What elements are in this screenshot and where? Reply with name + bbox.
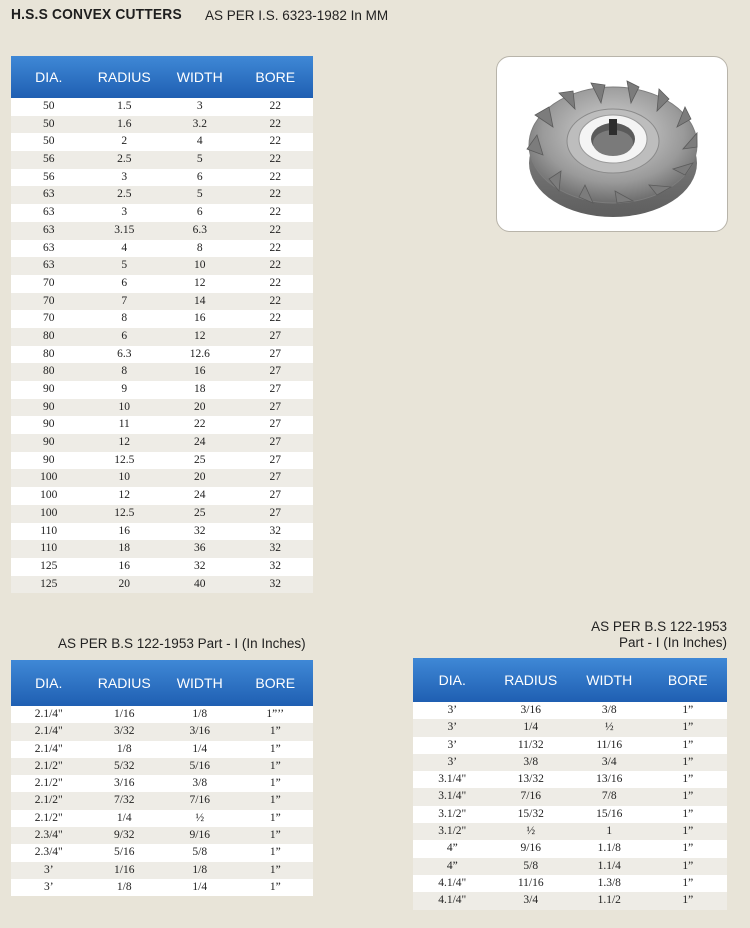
- cell-width: 16: [162, 310, 238, 328]
- cell-bore: 1”: [649, 702, 728, 719]
- cell-bore: 22: [238, 151, 314, 169]
- cell-width: 18: [162, 381, 238, 399]
- cell-bore: 32: [238, 523, 314, 541]
- cell-bore: 1”: [238, 810, 314, 827]
- cell-radius: 5: [87, 257, 163, 275]
- cell-radius: 16: [87, 558, 163, 576]
- cell-width: 7/16: [162, 792, 238, 809]
- table-row: [11, 706, 313, 723]
- cell-bore: 1”: [238, 775, 314, 792]
- table-row: [413, 754, 727, 771]
- table-row: [413, 702, 727, 719]
- cell-bore: 32: [238, 576, 314, 594]
- cell-width: 14: [162, 293, 238, 311]
- cell-dia: 2.3/4": [11, 844, 87, 861]
- cell-radius: 10: [87, 399, 163, 417]
- table-row: [11, 98, 313, 116]
- cell-width: 1.1/8: [570, 840, 649, 857]
- cell-dia: 110: [11, 523, 87, 541]
- table-header-row: [413, 658, 727, 702]
- cell-radius: 10: [87, 469, 163, 487]
- table-row: [11, 558, 313, 576]
- cell-bore: 27: [238, 328, 314, 346]
- table-row: [11, 505, 313, 523]
- cell-bore: 27: [238, 452, 314, 470]
- cell-dia: 125: [11, 558, 87, 576]
- column-header-width: WIDTH: [570, 658, 649, 702]
- cell-radius: 6.3: [87, 346, 163, 364]
- cell-dia: 100: [11, 505, 87, 523]
- cell-dia: 90: [11, 381, 87, 399]
- cell-width: 32: [162, 558, 238, 576]
- cell-width: 12: [162, 275, 238, 293]
- cell-dia: 4”: [413, 858, 492, 875]
- cell-dia: 90: [11, 452, 87, 470]
- table-row: [11, 810, 313, 827]
- cell-width: 12.6: [162, 346, 238, 364]
- cell-dia: 80: [11, 328, 87, 346]
- cell-width: 24: [162, 434, 238, 452]
- cell-dia: 2.1/2": [11, 810, 87, 827]
- cell-dia: 100: [11, 469, 87, 487]
- table-row: [11, 741, 313, 758]
- cell-width: 6.3: [162, 222, 238, 240]
- cell-radius: 6: [87, 328, 163, 346]
- cell-radius: 9/16: [492, 840, 571, 857]
- cell-width: 6: [162, 204, 238, 222]
- cell-width: 1.1/4: [570, 858, 649, 875]
- cell-dia: 3’: [413, 754, 492, 771]
- cell-width: 22: [162, 416, 238, 434]
- cell-radius: 1/8: [87, 741, 163, 758]
- cell-width: 1.1/2: [570, 892, 649, 909]
- cell-bore: 27: [238, 487, 314, 505]
- cell-width: 12: [162, 328, 238, 346]
- cell-dia: 63: [11, 186, 87, 204]
- cell-radius: 3/32: [87, 723, 163, 740]
- product-image: [496, 56, 728, 232]
- cell-dia: 3.1/2": [413, 806, 492, 823]
- cell-width: 5: [162, 186, 238, 204]
- cell-width: ½: [570, 719, 649, 736]
- cell-width: 8: [162, 240, 238, 258]
- page-title: H.S.S CONVEX CUTTERS: [11, 6, 182, 23]
- table-body: [11, 706, 313, 896]
- table-row: [11, 827, 313, 844]
- convex-cutter-icon: [497, 57, 727, 231]
- cell-bore: 27: [238, 469, 314, 487]
- cell-dia: 63: [11, 257, 87, 275]
- cell-bore: 27: [238, 346, 314, 364]
- cell-bore: 22: [238, 257, 314, 275]
- cell-radius: 11/32: [492, 737, 571, 754]
- cell-dia: 90: [11, 434, 87, 452]
- table-row: [413, 840, 727, 857]
- cell-dia: 2.1/2": [11, 758, 87, 775]
- cell-dia: 90: [11, 399, 87, 417]
- column-header-radius: RADIUS: [87, 56, 163, 98]
- cell-radius: 12: [87, 487, 163, 505]
- table-row: [11, 169, 313, 187]
- cell-radius: 3: [87, 204, 163, 222]
- table-body: [11, 98, 313, 593]
- column-header-radius: RADIUS: [87, 660, 163, 706]
- cell-width: 20: [162, 399, 238, 417]
- table-mm: [11, 56, 313, 593]
- cell-bore: 22: [238, 116, 314, 134]
- cell-dia: 3’: [413, 719, 492, 736]
- cell-width: 15/16: [570, 806, 649, 823]
- table-row: [11, 363, 313, 381]
- table-row: [413, 719, 727, 736]
- cell-bore: 1”: [649, 737, 728, 754]
- table-inch-2-caption-line2: Part - I (In Inches): [618, 635, 727, 650]
- cell-bore: 1”: [238, 723, 314, 740]
- cell-dia: 2.1/2": [11, 792, 87, 809]
- table-row: [11, 469, 313, 487]
- cell-bore: 27: [238, 381, 314, 399]
- table-row: [11, 416, 313, 434]
- cell-width: 5/16: [162, 758, 238, 775]
- cell-radius: 2: [87, 133, 163, 151]
- cell-radius: 1/16: [87, 706, 163, 723]
- cell-dia: 80: [11, 346, 87, 364]
- cell-bore: 1”: [649, 823, 728, 840]
- cell-dia: 2.1/2": [11, 775, 87, 792]
- cell-dia: 70: [11, 310, 87, 328]
- cell-width: 13/16: [570, 771, 649, 788]
- table-row: [11, 310, 313, 328]
- column-header-width: WIDTH: [162, 660, 238, 706]
- cell-width: 24: [162, 487, 238, 505]
- cell-radius: 8: [87, 310, 163, 328]
- table-row: [413, 823, 727, 840]
- cell-bore: 1”: [238, 844, 314, 861]
- column-header-bore: BORE: [238, 660, 314, 706]
- cell-bore: 27: [238, 399, 314, 417]
- table-row: [11, 328, 313, 346]
- cell-width: 11/16: [570, 737, 649, 754]
- cell-width: 5/8: [162, 844, 238, 861]
- cell-dia: 3.1/4": [413, 788, 492, 805]
- cell-bore: 22: [238, 240, 314, 258]
- cell-dia: 56: [11, 151, 87, 169]
- cell-dia: 3.1/2": [413, 823, 492, 840]
- cell-radius: 7/32: [87, 792, 163, 809]
- table-row: [11, 434, 313, 452]
- table-row: [11, 133, 313, 151]
- cell-radius: 18: [87, 540, 163, 558]
- cell-dia: 4.1/4": [413, 875, 492, 892]
- cell-bore: 1”: [238, 792, 314, 809]
- cell-bore: 1”: [649, 719, 728, 736]
- cell-bore: 1”: [238, 741, 314, 758]
- table-row: [11, 452, 313, 470]
- cell-radius: 12.5: [87, 452, 163, 470]
- cell-radius: 7: [87, 293, 163, 311]
- cell-dia: 4.1/4": [413, 892, 492, 909]
- table-row: [413, 737, 727, 754]
- cell-bore: 1”’’: [238, 706, 314, 723]
- cell-width: 40: [162, 576, 238, 594]
- cell-bore: 27: [238, 434, 314, 452]
- cell-width: 5: [162, 151, 238, 169]
- cell-radius: 12: [87, 434, 163, 452]
- cell-width: 1: [570, 823, 649, 840]
- table-row: [11, 204, 313, 222]
- cell-dia: 2.1/4": [11, 723, 87, 740]
- cell-dia: 2.1/4": [11, 741, 87, 758]
- table-row: [11, 293, 313, 311]
- cell-dia: 80: [11, 363, 87, 381]
- column-header-radius: RADIUS: [492, 658, 571, 702]
- table-header-row: [11, 56, 313, 98]
- cell-bore: 1”: [649, 840, 728, 857]
- cell-radius: 2.5: [87, 186, 163, 204]
- cell-width: 25: [162, 452, 238, 470]
- cell-bore: 1”: [238, 879, 314, 896]
- table-body: [413, 702, 727, 910]
- cell-width: 20: [162, 469, 238, 487]
- cell-bore: 1”: [649, 788, 728, 805]
- table-inch-1: [11, 660, 313, 896]
- cell-radius: 11: [87, 416, 163, 434]
- cell-width: 3/16: [162, 723, 238, 740]
- table-row: [11, 862, 313, 879]
- column-header-bore: BORE: [649, 658, 728, 702]
- cell-radius: 1.5: [87, 98, 163, 116]
- table-row: [11, 792, 313, 809]
- column-header-width: WIDTH: [162, 56, 238, 98]
- table-row: [11, 758, 313, 775]
- cell-dia: 70: [11, 293, 87, 311]
- cell-width: 16: [162, 363, 238, 381]
- cell-radius: 5/8: [492, 858, 571, 875]
- cell-bore: 27: [238, 363, 314, 381]
- table-inch-2-caption: [413, 619, 727, 651]
- cell-dia: 3.1/4": [413, 771, 492, 788]
- cell-width: 1.3/8: [570, 875, 649, 892]
- cell-dia: 2.1/4": [11, 706, 87, 723]
- table-row: [413, 788, 727, 805]
- cell-width: 25: [162, 505, 238, 523]
- cell-bore: 1”: [649, 858, 728, 875]
- column-header-dia: DIA.: [11, 56, 87, 98]
- cell-bore: 22: [238, 275, 314, 293]
- table-row: [413, 892, 727, 909]
- cell-width: 10: [162, 257, 238, 275]
- cell-radius: 11/16: [492, 875, 571, 892]
- cell-bore: 1”: [649, 875, 728, 892]
- table-row: [11, 523, 313, 541]
- cell-radius: 6: [87, 275, 163, 293]
- table-inch-1-caption: AS PER B.S 122-1953 Part - I (In Inches): [58, 636, 306, 651]
- cell-radius: 2.5: [87, 151, 163, 169]
- table-row: [11, 257, 313, 275]
- table-row: [11, 487, 313, 505]
- table-inch-2-caption-line1: AS PER B.S 122-1953: [591, 619, 727, 634]
- table-inch-2: [413, 658, 727, 910]
- cell-width: 32: [162, 523, 238, 541]
- cell-width: 36: [162, 540, 238, 558]
- cell-width: 1/8: [162, 862, 238, 879]
- table-row: [11, 576, 313, 594]
- cell-radius: 8: [87, 363, 163, 381]
- cell-bore: 22: [238, 222, 314, 240]
- cell-dia: 3’: [413, 702, 492, 719]
- cell-width: 1/4: [162, 741, 238, 758]
- cell-dia: 63: [11, 222, 87, 240]
- table-row: [11, 540, 313, 558]
- table-row: [11, 346, 313, 364]
- column-header-bore: BORE: [238, 56, 314, 98]
- cell-radius: 1/4: [492, 719, 571, 736]
- cell-bore: 32: [238, 540, 314, 558]
- cell-bore: 1”: [649, 754, 728, 771]
- cell-width: 3/8: [162, 775, 238, 792]
- cell-dia: 70: [11, 275, 87, 293]
- cell-bore: 1”: [649, 892, 728, 909]
- cell-radius: 1/4: [87, 810, 163, 827]
- column-header-dia: DIA.: [413, 658, 492, 702]
- cell-width: 4: [162, 133, 238, 151]
- table-row: [11, 240, 313, 258]
- cell-width: 6: [162, 169, 238, 187]
- cell-bore: 1”: [649, 771, 728, 788]
- cell-dia: 90: [11, 416, 87, 434]
- cell-bore: 22: [238, 186, 314, 204]
- cell-dia: 3’: [11, 862, 87, 879]
- cell-radius: 7/16: [492, 788, 571, 805]
- cell-dia: 3’: [11, 879, 87, 896]
- cell-radius: 12.5: [87, 505, 163, 523]
- cell-radius: 9: [87, 381, 163, 399]
- table-row: [11, 222, 313, 240]
- cell-radius: 5/32: [87, 758, 163, 775]
- table-row: [11, 116, 313, 134]
- cell-radius: ½: [492, 823, 571, 840]
- cell-bore: 32: [238, 558, 314, 576]
- table-header-row: [11, 660, 313, 706]
- cell-dia: 110: [11, 540, 87, 558]
- cell-radius: 3/16: [492, 702, 571, 719]
- cell-radius: 4: [87, 240, 163, 258]
- cell-bore: 1”: [238, 758, 314, 775]
- cell-radius: 16: [87, 523, 163, 541]
- cell-width: ½: [162, 810, 238, 827]
- cell-bore: 22: [238, 293, 314, 311]
- cell-width: 3/4: [570, 754, 649, 771]
- cell-radius: 9/32: [87, 827, 163, 844]
- table-row: [413, 771, 727, 788]
- cell-radius: 3: [87, 169, 163, 187]
- cell-dia: 2.3/4": [11, 827, 87, 844]
- cell-radius: 3.15: [87, 222, 163, 240]
- cell-dia: 50: [11, 133, 87, 151]
- cell-dia: 3’: [413, 737, 492, 754]
- cell-width: 1/8: [162, 706, 238, 723]
- cell-width: 1/4: [162, 879, 238, 896]
- cell-radius: 5/16: [87, 844, 163, 861]
- table-row: [11, 151, 313, 169]
- cell-dia: 125: [11, 576, 87, 594]
- cell-radius: 3/8: [492, 754, 571, 771]
- cell-bore: 1”: [238, 862, 314, 879]
- cell-bore: 22: [238, 204, 314, 222]
- cell-dia: 4”: [413, 840, 492, 857]
- cell-bore: 22: [238, 98, 314, 116]
- table-row: [11, 879, 313, 896]
- table-row: [11, 275, 313, 293]
- cell-radius: 3/4: [492, 892, 571, 909]
- cell-radius: 13/32: [492, 771, 571, 788]
- cell-radius: 1.6: [87, 116, 163, 134]
- table-row: [11, 723, 313, 740]
- table-row: [11, 775, 313, 792]
- cell-dia: 63: [11, 204, 87, 222]
- table-row: [413, 806, 727, 823]
- cell-width: 3.2: [162, 116, 238, 134]
- cell-radius: 15/32: [492, 806, 571, 823]
- column-header-dia: DIA.: [11, 660, 87, 706]
- table-row: [413, 875, 727, 892]
- cell-dia: 63: [11, 240, 87, 258]
- cell-width: 7/8: [570, 788, 649, 805]
- page-subtitle: AS PER I.S. 6323-1982 In MM: [205, 8, 389, 23]
- cell-width: 3/8: [570, 702, 649, 719]
- table-row: [11, 844, 313, 861]
- cell-bore: 1”: [649, 806, 728, 823]
- cell-radius: 20: [87, 576, 163, 594]
- cell-bore: 27: [238, 416, 314, 434]
- cell-bore: 22: [238, 169, 314, 187]
- table-row: [11, 381, 313, 399]
- table-row: [11, 399, 313, 417]
- cell-bore: 1”: [238, 827, 314, 844]
- cell-radius: 1/8: [87, 879, 163, 896]
- cell-dia: 100: [11, 487, 87, 505]
- cell-bore: 22: [238, 310, 314, 328]
- cell-bore: 22: [238, 133, 314, 151]
- cell-radius: 1/16: [87, 862, 163, 879]
- cell-dia: 56: [11, 169, 87, 187]
- table-row: [413, 858, 727, 875]
- cell-dia: 50: [11, 98, 87, 116]
- table-row: [11, 186, 313, 204]
- cell-dia: 50: [11, 116, 87, 134]
- cell-width: 9/16: [162, 827, 238, 844]
- cell-radius: 3/16: [87, 775, 163, 792]
- cell-width: 3: [162, 98, 238, 116]
- cell-bore: 27: [238, 505, 314, 523]
